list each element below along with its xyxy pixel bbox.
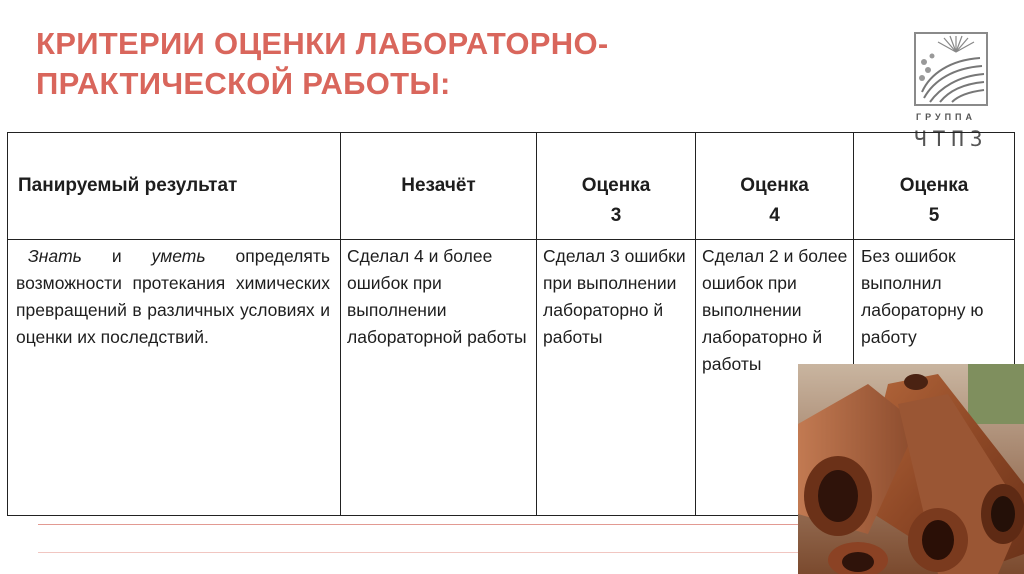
footer-rule — [38, 524, 798, 525]
footer-rule — [38, 552, 798, 553]
cell-fail-criteria: Сделал 4 и более ошибок при выполнении лабораторной работы — [347, 246, 527, 347]
logo-company-name: ЧТПЗ — [914, 127, 989, 151]
result-emphasis-know: Знать — [28, 246, 82, 266]
header-label: Панируемый результат — [18, 175, 238, 196]
header-label: Оценка — [581, 175, 651, 196]
header-grade-number: 3 — [610, 205, 622, 226]
logo-group-label: ГРУППА — [916, 112, 977, 122]
header-divider — [8, 239, 1014, 240]
header-label: Оценка — [740, 175, 809, 196]
header-grade-5 — [854, 175, 1014, 227]
cell-planned-result — [16, 243, 330, 351]
header-grade-4 — [696, 175, 853, 227]
cell-grade-4-criteria: Сделал 2 и более ошибок при выполнении лабораторно й работы — [702, 246, 848, 374]
header-grade-number: 4 — [769, 205, 780, 226]
cell-grade-5-criteria: Без ошибок выполнил лабораторну ю работу — [861, 246, 984, 347]
slide-title — [36, 24, 796, 104]
header-label: Оценка — [899, 175, 969, 196]
result-emphasis-can: уметь — [151, 246, 206, 266]
header-planned-result — [18, 175, 318, 197]
header-grade-number: 5 — [928, 205, 940, 226]
header-label: Незачёт — [401, 175, 476, 196]
result-conjunction: и — [81, 246, 152, 266]
cell-grade-3-criteria: Сделал 3 ошибки при выполнении лабораторно й работы — [543, 246, 686, 347]
rusty-pipes-photo — [798, 364, 1024, 574]
logo-emblem-icon — [914, 32, 988, 106]
result-text: определять возможности протекания химических превращений в различных условиях и оценки их последствий. — [16, 246, 330, 347]
header-grade-3 — [537, 175, 695, 227]
slide-title-line-2: ПРАКТИЧЕСКОЙ РАБОТЫ: — [36, 66, 451, 101]
slide-title-line-1: КРИТЕРИИ ОЦЕНКИ ЛАБОРАТОРНО- — [36, 26, 609, 61]
header-fail — [341, 175, 536, 197]
